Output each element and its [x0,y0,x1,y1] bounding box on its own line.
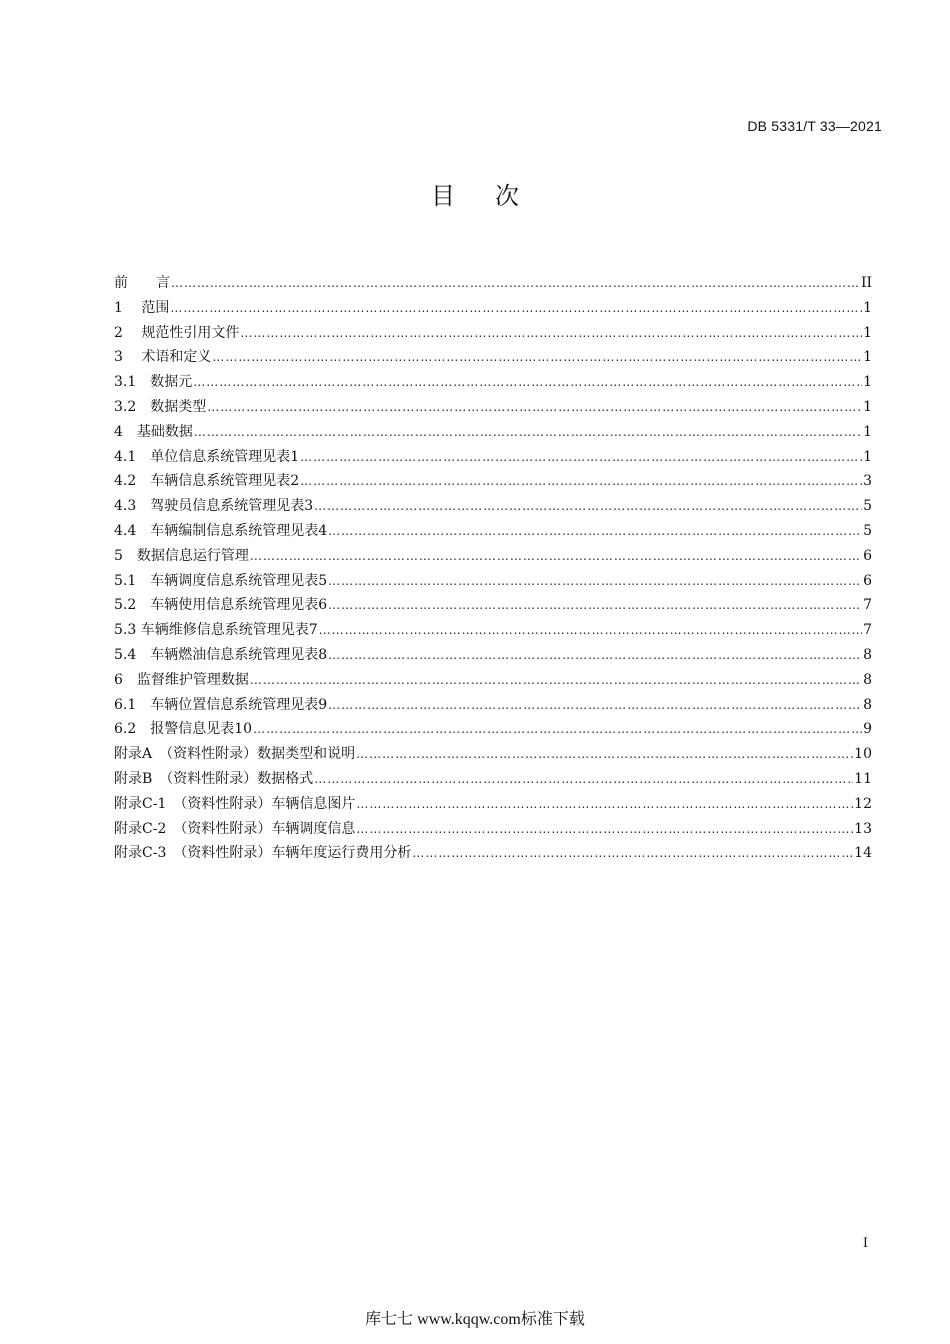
toc-entry-label: 2 规范性引用文件 [114,324,240,341]
toc-entry[interactable] [114,694,872,719]
toc-leader-dots [300,474,862,488]
toc-entry[interactable] [114,297,872,322]
toc-leader-dots [328,648,862,662]
toc-leader-dots [319,623,862,637]
toc-leader-dots [170,301,862,315]
toc-entry-label: 3.1 数据元 [114,374,193,391]
toc-entry-label: 3.2 数据类型 [114,398,207,415]
toc-entry[interactable] [114,421,872,446]
toc-entry[interactable] [114,793,872,818]
toc-entry[interactable] [114,718,872,743]
toc-leader-dots [356,822,853,836]
toc-entry[interactable] [114,396,872,421]
toc-entry[interactable] [114,495,872,520]
toc-entry-label: 4 基础数据 [114,423,193,440]
toc-entry-page: II [860,275,872,291]
toc-entry-label: 附录B （资料性附录）数据格式 [114,770,314,787]
toc-leader-dots [328,574,862,588]
toc-leader-dots [194,425,862,439]
toc-entry[interactable] [114,842,872,867]
toc-leader-dots [356,797,853,811]
toc-leader-dots [314,499,862,513]
page-number: I [862,1236,868,1251]
footer-watermark: 库七七 www.kqqw.com标准下载 [365,1311,585,1328]
toc-entry-page: 1 [863,398,872,415]
toc-entry-page: 3 [863,473,872,490]
toc-leader-dots [193,375,862,389]
toc-entry-label: 3 术语和定义 [114,349,212,366]
toc-entry-label: 附录C-1 （资料性附录）车辆信息图片 [114,795,356,812]
toc-entry[interactable] [114,594,872,619]
toc-entry-label: 5 数据信息运行管理 [114,547,249,564]
toc-entry-label: 5.4 车辆燃油信息系统管理见表8 [114,646,328,663]
toc-leader-dots [171,276,860,290]
toc-entry-page: 9 [863,721,872,738]
toc-entry-page: 7 [863,597,872,614]
toc-entry-label: 6.2 报警信息见表10 [114,721,253,738]
toc-entry-label: 5.3 车辆维修信息系统管理见表7 [114,622,318,639]
toc-entry[interactable] [114,570,872,595]
toc-leader-dots [314,772,853,786]
toc-entry-page: 6 [863,572,872,589]
page-title [0,176,950,211]
document-code: DB 5331/T 33—2021 [747,118,882,134]
toc-entry-page: 13 [854,820,872,837]
toc-entry-label: 6 监督维护管理数据 [114,671,249,688]
toc-leader-dots [356,747,853,761]
toc-entry-label: 附录A （资料性附录）数据类型和说明 [114,746,356,763]
toc-leader-dots [250,673,862,687]
toc-leader-dots [240,326,862,340]
toc-entry-label: 附录C-3 （资料性附录）车辆年度运行费用分析 [114,845,412,862]
toc-entry[interactable] [114,743,872,768]
toc-entry-label: 4.1 单位信息系统管理见表1 [114,448,300,465]
toc-entry-page: 1 [863,374,872,391]
toc-entry[interactable] [114,470,872,495]
toc-leader-dots [207,400,862,414]
toc-entry-page: 1 [863,349,872,366]
toc-entry-page: 1 [863,324,872,341]
toc-entry[interactable] [114,768,872,793]
toc-entry-page: 1 [863,423,872,440]
toc-entry-page: 11 [854,770,872,787]
toc-entry-page: 14 [854,845,872,862]
toc-entry-page: 1 [863,448,872,465]
toc-entry-page: 1 [863,299,872,316]
toc-entry-page: 8 [863,646,872,663]
toc-entry[interactable] [114,371,872,396]
toc-entry-page: 8 [863,696,872,713]
toc-leader-dots [300,450,862,464]
toc-entry-label: 1 范围 [114,299,170,316]
toc-entry-page: 12 [854,795,872,812]
toc-entry-label: 4.2 车辆信息系统管理见表2 [114,473,300,490]
title-char-1: 目 [431,182,455,210]
toc-leader-dots [328,698,862,712]
toc-entry-label: 5.2 车辆使用信息系统管理见表6 [114,597,328,614]
table-of-contents [114,272,872,867]
toc-entry-label: 前 言 [114,275,170,291]
toc-entry-page: 7 [863,622,872,639]
toc-entry[interactable] [114,322,872,347]
toc-entry-page: 10 [854,746,872,763]
toc-leader-dots [412,846,853,860]
toc-entry[interactable] [114,644,872,669]
toc-entry-page: 5 [863,498,872,515]
title-char-2: 次 [495,182,519,210]
toc-entry-label: 6.1 车辆位置信息系统管理见表9 [114,696,328,713]
toc-entry-page: 6 [863,547,872,564]
toc-leader-dots [253,722,862,736]
toc-entry[interactable] [114,446,872,471]
toc-leader-dots [328,524,862,538]
toc-entry-page: 5 [863,522,872,539]
toc-entry[interactable] [114,818,872,843]
toc-entry-label: 5.1 车辆调度信息系统管理见表5 [114,572,328,589]
toc-entry-label: 4.3 驾驶员信息系统管理见表3 [114,498,314,515]
toc-entry[interactable] [114,545,872,570]
toc-leader-dots [212,350,862,364]
toc-leader-dots [250,549,862,563]
toc-entry-label: 4.4 车辆编制信息系统管理见表4 [114,522,328,539]
toc-entry[interactable] [114,669,872,694]
toc-entry[interactable] [114,346,872,371]
toc-entry[interactable] [114,520,872,545]
toc-entry[interactable] [114,619,872,644]
toc-entry-page: 8 [863,671,872,688]
toc-leader-dots [328,598,862,612]
toc-entry[interactable] [114,272,872,297]
toc-entry-label: 附录C-2 （资料性附录）车辆调度信息 [114,820,356,837]
